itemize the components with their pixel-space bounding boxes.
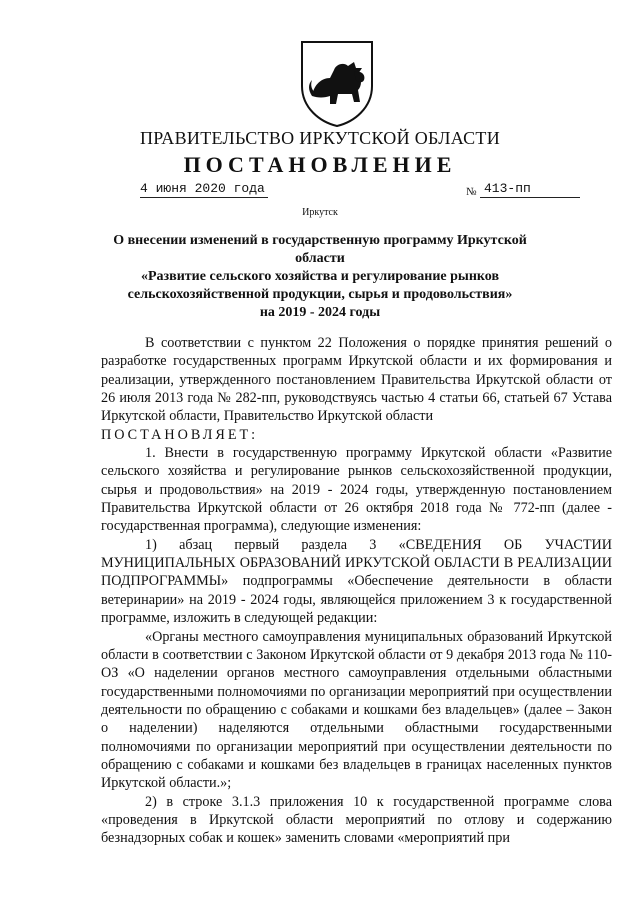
- document-date: 4 июня 2020 года: [140, 181, 268, 198]
- government-name: ПРАВИТЕЛЬСТВО ИРКУТСКОЙ ОБЛАСТИ: [139, 128, 501, 148]
- title-line: О внесении изменений в государственную программу Иркутской области: [113, 233, 527, 266]
- document-number: 413-пп: [480, 181, 580, 198]
- paragraph-subitem-1: 1) абзац первый раздела 3 «СВЕДЕНИЯ ОБ УЧАСТИИ МУНИЦИПАЛЬНЫХ ОБРАЗОВАНИЙ ИРКУТСКОЙ ОБЛАСТИ В РЕАЛИЗАЦИИ ПОДПРОГРАММЫ» подпрограммы «Обеспечение деятельности в области ветеринарии» на 2019 - 2024 годы, являющейся приложением 3 к государственной программе, изложить в следующей редакции:: [101, 536, 612, 627]
- document-type: ПОСТАНОВЛЕНИЕ: [183, 152, 457, 177]
- title-line: на 2019 - 2024 годы: [259, 305, 381, 320]
- title-line: «Развитие сельского хозяйства и регулирование рынков: [140, 269, 500, 284]
- paragraph-subitem-2: 2) в строке 3.1.3 приложения 10 к государственной программе слова «проведения в Иркутской области мероприятий по отлову и содержанию безнадзорных собак и кошек» заменить словами «мероприятий при: [101, 793, 612, 847]
- title-line: сельскохозяйственной продукции, сырья и продовольствия»: [127, 287, 513, 302]
- paragraph-item-1: 1. Внести в государственную программу Иркутской области «Развитие сельского хозяйства и регулирование рынков сельскохозяйственной продукции, сырья и продовольствия» на 2019 - 2024 годы, утвержденную постановлением Правительства Иркутской области от 26 октября 2018 года № 772-пп (далее - государственная программа), следующие изменения:: [101, 445, 612, 535]
- paragraph-preamble: В соответствии с пунктом 22 Положения о порядке принятия решений о разработке государственных программ Иркутской области и их формирования и реализации, утвержденного постановлением Правительства Иркутской области от 26 июля 2013 года № 282-пп, руководствуясь частью 4 статьи 66, статьей 67 Устава Иркутской области, Правительство Иркутской области: [101, 335, 612, 425]
- document-body: [101, 334, 612, 848]
- resolves-heading: ПОСТАНОВЛЯЕТ:: [101, 426, 259, 443]
- paragraph-quote: «Органы местного самоуправления муниципальных образований Иркутской области в соответствии с Законом Иркутской области от 9 декабря 2013 года № 110-ОЗ «О наделении органов местного самоуправления отдельными областными государственными полномочиями по организации мероприятий при осуществлении деятельности по обращению с собаками и кошками без владельцев» (далее – Закон о наделении) наделяются отдельными областными государственными полномочиями по организации мероприятий при осуществлении деятельности по обращению с собаками и кошками без владельцев в границах населенных пунктов Иркутской области.»;: [101, 628, 612, 792]
- document-title: [96, 232, 544, 322]
- number-sign: №: [466, 186, 477, 198]
- city-name: Иркутск: [302, 207, 338, 218]
- coat-of-arms-icon: [296, 38, 378, 128]
